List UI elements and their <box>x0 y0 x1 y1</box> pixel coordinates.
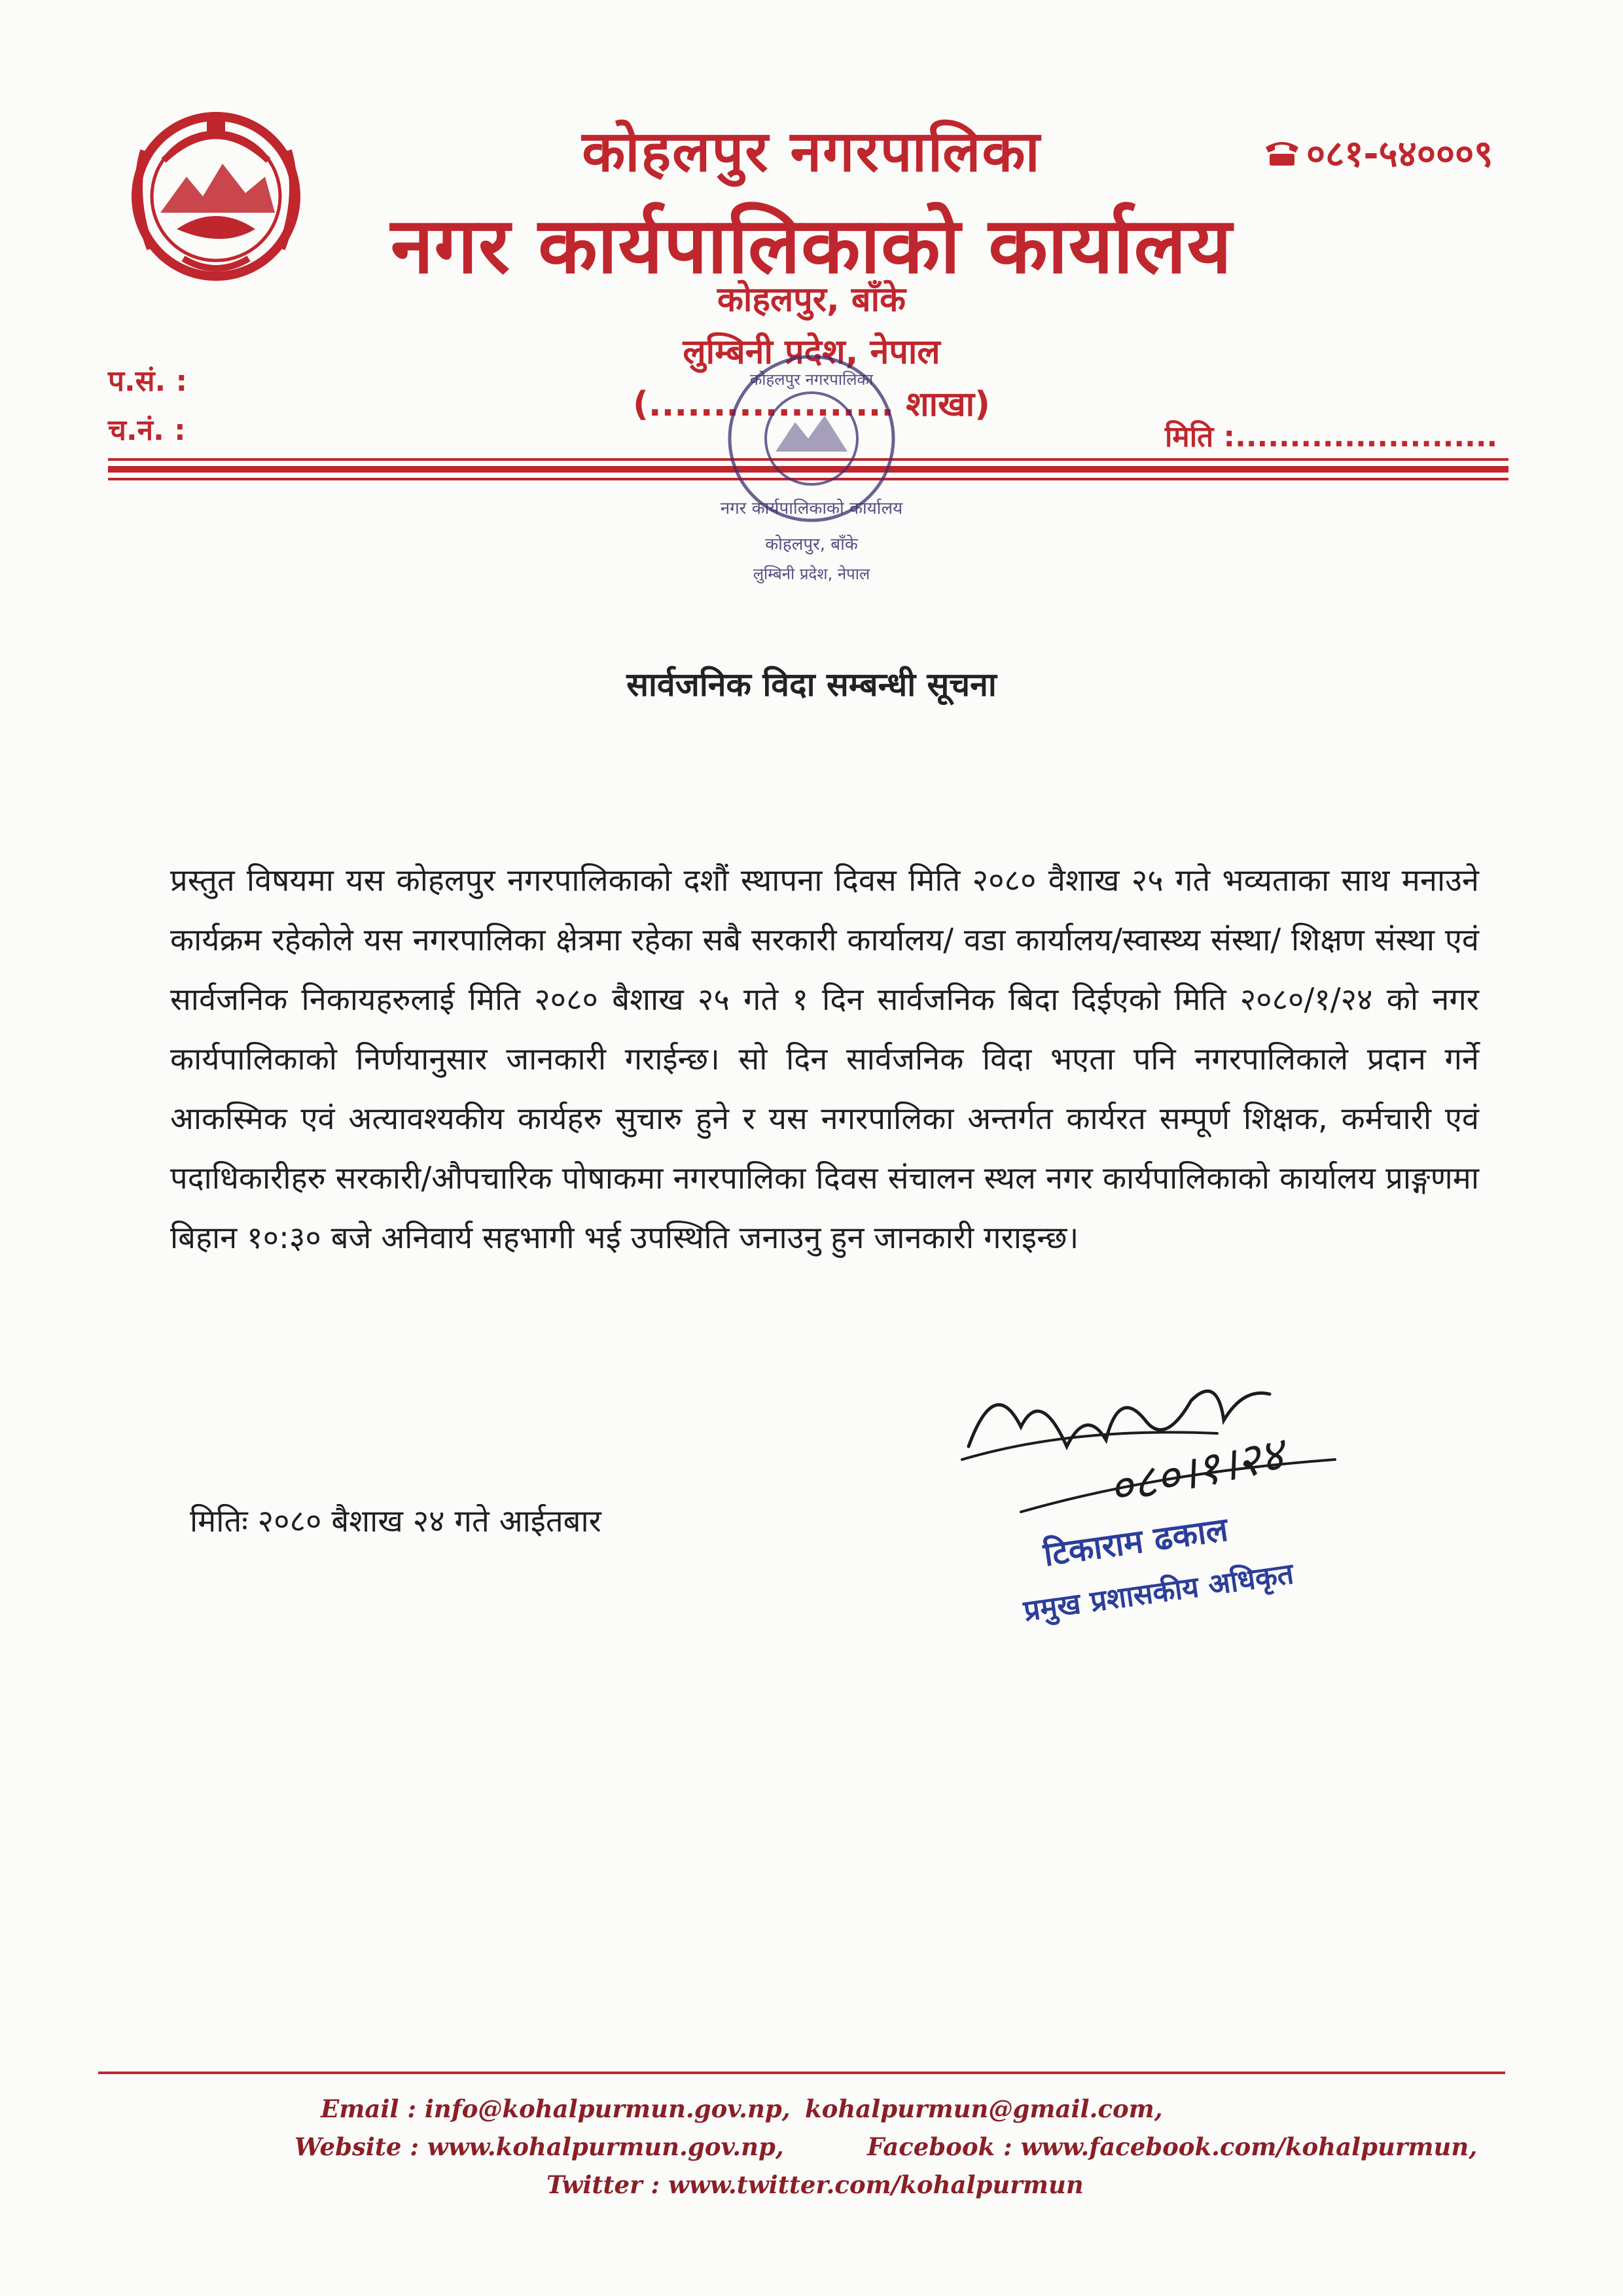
municipality-name: कोहलपुर नगरपालिका <box>582 119 1041 185</box>
footer-email[interactable]: Email : info@kohalpurmun.gov.np, <box>321 2094 791 2123</box>
notice-date: मितिः २०८० बैशाख २४ गते आईतबार <box>190 1503 601 1539</box>
signatory-designation: प्रमुख प्रशासकीय अधिकृत <box>1021 1557 1296 1628</box>
phone-text: ०८१-५४०००९ <box>1306 133 1493 175</box>
notice-body: प्रस्तुत विषयमा यस कोहलपुर नगरपालिकाको दशौं स्थापना दिवस मिति २०८० वैशाख २५ गते भव्यताका साथ मनाउने कार्यक्रम रहेकोले यस नगरपालिका क्षेत्रमा रहेका सबै सरकारी कार्यालय/ वडा कार्यालय/स्वास्थ्य संस्था/ शिक्षण संस्था एवं सार्वजनिक निकायहरुलाई मिति २०८० बैशाख २५ गते १ दिन सार्वजनिक बिदा दिईएको मिति २०८०/१/२४ को नगर कार्यपालिकाको निर्णयानुसार जानकारी गराईन्छ। सो दिन सार्वजनिक विदा भएता पनि नगरपालिकाले प्रदान गर्ने आकस्मिक एवं अत्यावश्यकीय कार्यहरु सुचारु हुने र यस नगरपालिका अन्तर्गत कार्यरत सम्पूर्ण शिक्षक, कर्मचारी एवं पदाधिकारीहरु सरकारी/औपचारिक पोषाकमा नगरपालिका दिवस संचालन स्थल नगर कार्यपालिकाको कार्यालय प्राङ्गणमा बिहान १०:३० बजे अनिवार्य सहभागी भई उपस्थिति जनाउनु हुन जानकारी गराइन्छ। <box>170 863 1479 1256</box>
signatory-name: टिकाराम ढकाल <box>1041 1510 1230 1574</box>
footer-divider <box>98 2072 1505 2074</box>
address-line-1: कोहलपुर, बाँके <box>717 280 906 319</box>
office-stamp <box>700 353 923 589</box>
footer-website[interactable]: Website : www.kohalpurmun.gov.np, <box>294 2132 784 2161</box>
footer-twitter[interactable]: Twitter : www.twitter.com/kohalpurmun <box>546 2170 1084 2199</box>
footer-facebook[interactable]: Facebook : www.facebook.com/kohalpurmun, <box>867 2132 1478 2161</box>
reference-number-label: प.सं. : <box>108 365 188 398</box>
office-name: नगर कार्यपालिकाको कार्यालय <box>390 200 1233 291</box>
telephone-icon <box>1263 138 1301 167</box>
stamp-line-4: लुम्बिनी प्रदेश, नेपाल <box>753 565 870 583</box>
address-line-2: लुम्बिनी प्रदेश, नेपाल <box>683 332 940 372</box>
notice-title: सार्वजनिक विदा सम्बन्धी सूचना <box>626 666 997 704</box>
stamp-line-1: कोहलपुर नगरपालिका <box>749 370 874 389</box>
phone-number <box>1263 128 1538 177</box>
branch-line: (................... शाखा) <box>633 385 990 424</box>
handwritten-signature <box>942 1348 1361 1532</box>
letterhead-date-label: मिति :........................ <box>1165 420 1498 454</box>
handwritten-date: ०८०।१।२४ <box>1103 1426 1289 1516</box>
stamp-line-3: कोहलपुर, बाँके <box>765 535 858 554</box>
stamp-line-2: नगर कार्यपालिकाको कार्यालय <box>720 499 903 518</box>
dispatch-number-label: च.नं. : <box>108 414 186 447</box>
footer-gmail[interactable]: kohalpurmun@gmail.com, <box>805 2094 1163 2123</box>
